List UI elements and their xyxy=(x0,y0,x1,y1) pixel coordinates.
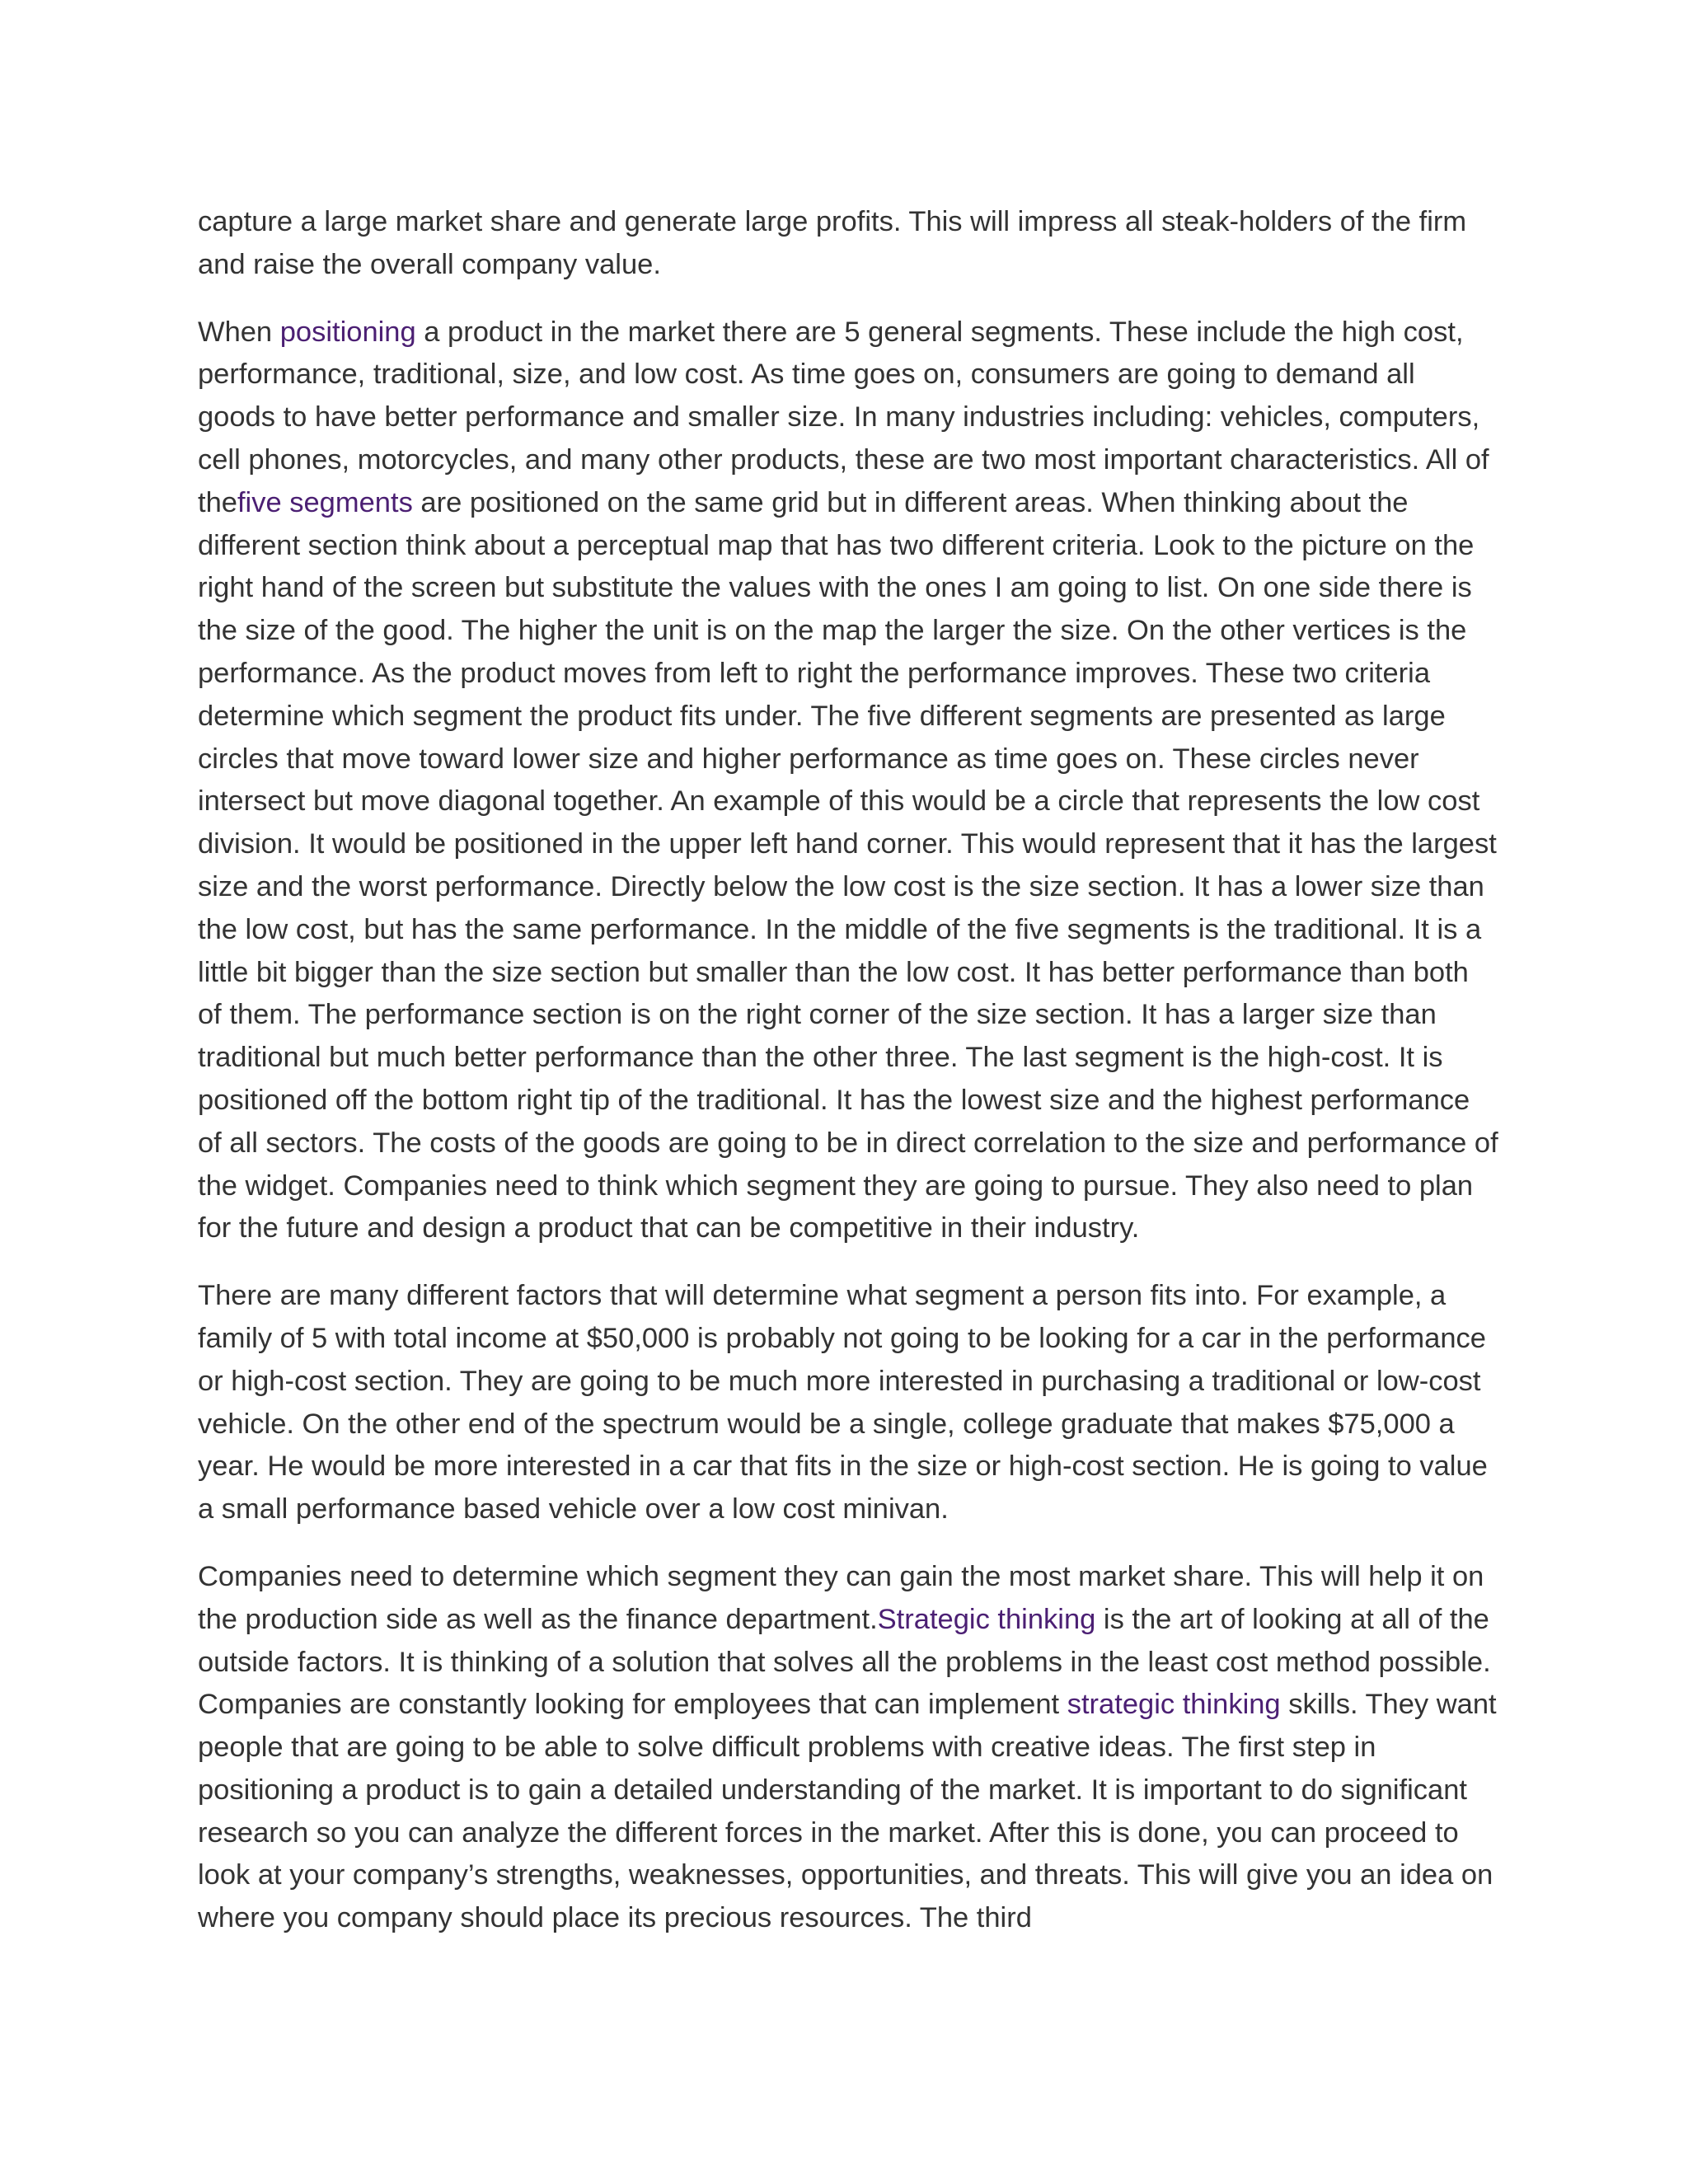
body-text: are positioned on the same grid but in different areas. When thinking about the different section think about a perceptual map that has two different criteria. Look to the picture on the right hand of the screen but substitute the values with the ones I am going to list. On one side there is the size of the good. The higher the unit is on the map the larger the size. On the other vertices is the performance. As the product moves from left to right the performance improves. These two criteria determine which segment the product fits under. The five different segments are presented as large circles that move toward lower size and higher performance as time goes on. These circles never intersect but move diagonal together. An example of this would be a circle that represents the low cost division. It would be positioned in the upper left hand corner. This would represent that it has the largest size and the worst performance. Directly below the low cost is the size section. It has a lower size than the low cost, but has the same performance. In the middle of the five segments is the traditional. It is a little bit bigger than the size section but smaller than the low cost. It has better performance than both of them. The performance section is on the right corner of the size section. It has a larger size than traditional but much better performance than the other three. The last segment is the high-cost. It is positioned off the bottom right tip of the traditional. It has the lowest size and the highest performance of all sectors. The costs of the goods are going to be in direct correlation to the size and performance of the widget. Companies need to think which segment they are going to pursue. They also need to plan for the future and design a product that can be competitive in their industry. xyxy=(198,486,1498,1244)
paragraph-1 xyxy=(198,201,1500,287)
document-page xyxy=(198,201,1500,1965)
body-text: Companies need to determine which segment they can gain the most market share. This will help it on the production side as well as the finance department. xyxy=(198,1560,1484,1635)
body-text: There are many different factors that will determine what segment a person fits into. For example, a family of 5 with total income at $50,000 is probably not going to be looking for a car in the performance or high-cost section. They are going to be much more interested in purchasing a traditional or low-cost vehicle. On the other end of the spectrum would be a single, college graduate that makes $75,000 a year. He would be more interested in a car that fits in the size or high-cost section. He is going to value a small performance based vehicle over a low cost minivan. xyxy=(198,1280,1488,1526)
paragraph-3 xyxy=(198,1275,1500,1531)
body-text: a product in the market there are 5 general segments. These include the high cost, performance, traditional, size, and low cost. As time goes on, consumers are going to demand all goods to have better performance and smaller size. In many industries including: vehicles, computers, cell phones, motorcycles, and many other products, these are two most important characteristics. All of the xyxy=(198,316,1489,518)
strategic-thinking-link[interactable]: Strategic thinking xyxy=(877,1603,1096,1635)
strategic-thinking-link-2[interactable]: strategic thinking xyxy=(1067,1689,1281,1721)
paragraph-2 xyxy=(198,312,1500,1251)
body-text: capture a large market share and generate large profits. This will impress all steak-holders of the firm and raise the overall company value. xyxy=(198,206,1467,280)
body-text: When xyxy=(198,316,280,348)
body-text: is the art of looking at all of the outside factors. It is thinking of a solution that solves all the problems in the least cost method possible. Companies are constantly looking for employees that can implement xyxy=(198,1603,1491,1721)
positioning-link[interactable]: positioning xyxy=(279,316,416,348)
five-segments-link[interactable]: five segments xyxy=(237,486,413,518)
paragraph-4 xyxy=(198,1556,1500,1940)
body-text: skills. They want people that are going to be able to solve difficult problems with creative ideas. The first step in positioning a product is to gain a detailed understanding of the market. It is important to do significant research so you can analyze the different forces in the market. After this is done, you can proceed to look at your company’s strengths, weaknesses, opportunities, and threats. This will give you an idea on where you company should place its precious resources. The third xyxy=(198,1689,1497,1934)
